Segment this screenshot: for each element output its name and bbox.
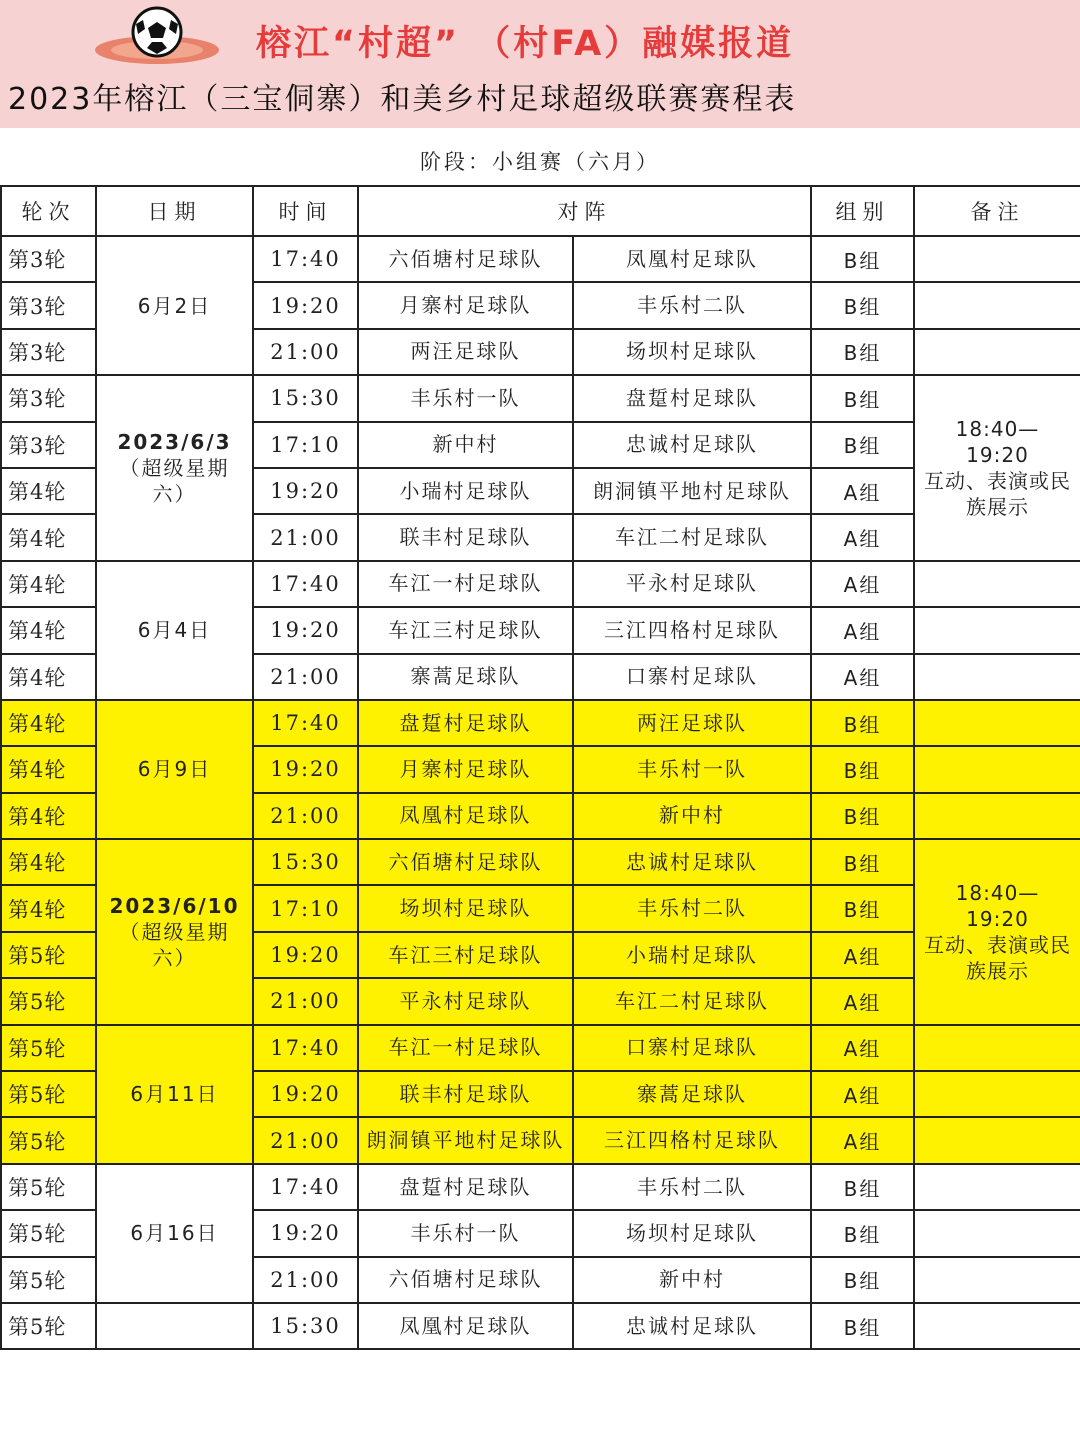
table-row [1, 561, 1080, 607]
time-cell: 15:30 [253, 1303, 358, 1349]
date-label: 6月9日 [137, 757, 212, 782]
home-team-cell: 凤凰村足球队 [358, 1303, 573, 1349]
table-row [1, 1164, 1080, 1210]
note-cell-empty [914, 1164, 1080, 1210]
table-row [1, 375, 1080, 421]
round-cell: 第5轮 [1, 1071, 96, 1117]
home-team-cell: 月寨村足球队 [358, 746, 573, 792]
schedule-table [0, 185, 1080, 1350]
home-team-cell: 车江一村足球队 [358, 561, 573, 607]
time-cell: 15:30 [253, 839, 358, 885]
group-cell: B组 [811, 885, 914, 931]
away-team-cell: 忠诚村足球队 [573, 422, 811, 468]
away-team-cell: 三江四格村足球队 [573, 1117, 811, 1163]
date-cell [96, 700, 253, 839]
table-row [1, 700, 1080, 746]
note-cell-empty [914, 1071, 1080, 1117]
home-team-cell: 场坝村足球队 [358, 885, 573, 931]
group-cell: B组 [811, 422, 914, 468]
home-team-cell: 盘踅村足球队 [358, 700, 573, 746]
date-label: 2023/6/10 [109, 893, 240, 918]
time-cell: 19:20 [253, 282, 358, 328]
group-cell: B组 [811, 839, 914, 885]
round-cell: 第3轮 [1, 375, 96, 421]
time-cell: 21:00 [253, 514, 358, 560]
time-cell: 19:20 [253, 932, 358, 978]
note-cell-empty [914, 1025, 1080, 1071]
away-team-cell: 忠诚村足球队 [573, 1303, 811, 1349]
round-cell: 第3轮 [1, 422, 96, 468]
group-cell: B组 [811, 1257, 914, 1303]
time-cell: 17:10 [253, 422, 358, 468]
group-cell: A组 [811, 1117, 914, 1163]
col-header-round: 轮次 [1, 186, 96, 236]
date-cell [96, 839, 253, 1025]
time-cell: 21:00 [253, 329, 358, 375]
home-team-cell: 新中村 [358, 422, 573, 468]
date-label: 6月11日 [130, 1082, 219, 1107]
time-cell: 21:00 [253, 978, 358, 1024]
away-team-cell: 口寨村足球队 [573, 654, 811, 700]
date-sublabel: （超级星期六） [119, 919, 230, 970]
note-cell-empty [914, 654, 1080, 700]
group-cell: B组 [811, 1303, 914, 1349]
home-team-cell: 联丰村足球队 [358, 1071, 573, 1117]
time-cell: 15:30 [253, 375, 358, 421]
group-cell: B组 [811, 1210, 914, 1256]
col-header-date: 日期 [96, 186, 253, 236]
time-cell: 21:00 [253, 793, 358, 839]
home-team-cell: 丰乐村一队 [358, 375, 573, 421]
date-sublabel: （超级星期六） [119, 455, 230, 506]
group-cell: A组 [811, 932, 914, 978]
home-team-cell: 朗洞镇平地村足球队 [358, 1117, 573, 1163]
time-cell: 17:40 [253, 561, 358, 607]
col-header-note: 备注 [914, 186, 1080, 236]
round-cell: 第5轮 [1, 1257, 96, 1303]
round-cell: 第4轮 [1, 654, 96, 700]
date-cell [96, 561, 253, 700]
home-team-cell: 平永村足球队 [358, 978, 573, 1024]
date-cell [96, 236, 253, 375]
group-cell: B组 [811, 793, 914, 839]
home-team-cell: 六佰塘村足球队 [358, 1257, 573, 1303]
page-title: 榕江“村超” （村FA）融媒报道 [256, 24, 795, 64]
note-cell-empty [914, 746, 1080, 792]
note-time: 18:40—19:20 [955, 416, 1040, 467]
time-cell: 17:40 [253, 700, 358, 746]
table-row [1, 236, 1080, 282]
table-row [1, 1025, 1080, 1071]
note-text: 互动、表演或民族展示 [924, 468, 1071, 519]
note-cell-empty [914, 607, 1080, 653]
table-header-row [1, 186, 1080, 236]
away-team-cell: 新中村 [573, 1257, 811, 1303]
away-team-cell: 车江二村足球队 [573, 514, 811, 560]
group-cell: B组 [811, 746, 914, 792]
home-team-cell: 凤凰村足球队 [358, 793, 573, 839]
col-header-match: 对阵 [358, 186, 811, 236]
away-team-cell: 朗洞镇平地村足球队 [573, 468, 811, 514]
home-team-cell: 六佰塘村足球队 [358, 839, 573, 885]
time-cell: 19:20 [253, 468, 358, 514]
round-cell: 第3轮 [1, 329, 96, 375]
group-cell: A组 [811, 654, 914, 700]
round-cell: 第4轮 [1, 839, 96, 885]
page-subtitle: 2023年榕江（三宝侗寨）和美乡村足球超级联赛赛程表 [8, 82, 797, 117]
round-cell: 第4轮 [1, 746, 96, 792]
time-cell: 19:20 [253, 746, 358, 792]
group-cell: A组 [811, 468, 914, 514]
group-cell: A组 [811, 1071, 914, 1117]
time-cell: 17:40 [253, 236, 358, 282]
note-time: 18:40—19:20 [955, 880, 1040, 931]
group-cell: B组 [811, 282, 914, 328]
group-cell: B组 [811, 700, 914, 746]
note-cell-empty [914, 1210, 1080, 1256]
round-cell: 第5轮 [1, 1117, 96, 1163]
round-cell: 第4轮 [1, 514, 96, 560]
round-cell: 第5轮 [1, 1210, 96, 1256]
away-team-cell: 新中村 [573, 793, 811, 839]
header-banner [0, 0, 1080, 128]
note-cell-empty [914, 700, 1080, 746]
away-team-cell: 口寨村足球队 [573, 1025, 811, 1071]
round-cell: 第4轮 [1, 885, 96, 931]
group-cell: B组 [811, 329, 914, 375]
note-cell-empty [914, 1303, 1080, 1349]
round-cell: 第5轮 [1, 1303, 96, 1349]
home-team-cell: 两汪足球队 [358, 329, 573, 375]
away-team-cell: 小瑞村足球队 [573, 932, 811, 978]
group-cell: B组 [811, 1164, 914, 1210]
group-cell: B组 [811, 375, 914, 421]
home-team-cell: 盘踅村足球队 [358, 1164, 573, 1210]
away-team-cell: 丰乐村二队 [573, 885, 811, 931]
table-row [1, 1303, 1080, 1349]
away-team-cell: 车江二村足球队 [573, 978, 811, 1024]
date-cell [96, 1303, 253, 1349]
note-cell [914, 375, 1080, 561]
date-label: 6月2日 [137, 293, 212, 318]
home-team-cell: 车江三村足球队 [358, 932, 573, 978]
away-team-cell: 三江四格村足球队 [573, 607, 811, 653]
round-cell: 第4轮 [1, 607, 96, 653]
home-team-cell: 小瑞村足球队 [358, 468, 573, 514]
home-team-cell: 寨蒿足球队 [358, 654, 573, 700]
away-team-cell: 两汪足球队 [573, 700, 811, 746]
away-team-cell: 凤凰村足球队 [573, 236, 811, 282]
away-team-cell: 丰乐村二队 [573, 1164, 811, 1210]
col-header-time: 时间 [253, 186, 358, 236]
note-cell-empty [914, 329, 1080, 375]
group-cell: A组 [811, 1025, 914, 1071]
time-cell: 21:00 [253, 1117, 358, 1163]
away-team-cell: 平永村足球队 [573, 561, 811, 607]
home-team-cell: 丰乐村一队 [358, 1210, 573, 1256]
col-header-group: 组别 [811, 186, 914, 236]
note-cell-empty [914, 236, 1080, 282]
time-cell: 17:40 [253, 1164, 358, 1210]
round-cell: 第3轮 [1, 236, 96, 282]
time-cell: 21:00 [253, 1257, 358, 1303]
group-cell: B组 [811, 236, 914, 282]
round-cell: 第5轮 [1, 978, 96, 1024]
time-cell: 19:20 [253, 607, 358, 653]
football-logo-icon [92, 6, 222, 66]
note-cell-empty [914, 793, 1080, 839]
away-team-cell: 场坝村足球队 [573, 329, 811, 375]
home-team-cell: 车江一村足球队 [358, 1025, 573, 1071]
group-cell: A组 [811, 978, 914, 1024]
time-cell: 19:20 [253, 1071, 358, 1117]
away-team-cell: 寨蒿足球队 [573, 1071, 811, 1117]
note-cell-empty [914, 1117, 1080, 1163]
time-cell: 17:10 [253, 885, 358, 931]
note-text: 互动、表演或民族展示 [924, 932, 1071, 983]
round-cell: 第5轮 [1, 932, 96, 978]
away-team-cell: 丰乐村一队 [573, 746, 811, 792]
date-label: 6月16日 [130, 1221, 219, 1246]
date-label: 2023/6/3 [117, 429, 232, 454]
date-cell [96, 1164, 253, 1303]
time-cell: 17:40 [253, 1025, 358, 1071]
time-cell: 19:20 [253, 1210, 358, 1256]
date-cell [96, 1025, 253, 1164]
home-team-cell: 车江三村足球队 [358, 607, 573, 653]
group-cell: A组 [811, 607, 914, 653]
home-team-cell: 六佰塘村足球队 [358, 236, 573, 282]
round-cell: 第3轮 [1, 282, 96, 328]
round-cell: 第4轮 [1, 468, 96, 514]
away-team-cell: 场坝村足球队 [573, 1210, 811, 1256]
home-team-cell: 联丰村足球队 [358, 514, 573, 560]
group-cell: A组 [811, 561, 914, 607]
home-team-cell: 月寨村足球队 [358, 282, 573, 328]
date-cell [96, 375, 253, 561]
away-team-cell: 忠诚村足球队 [573, 839, 811, 885]
round-cell: 第5轮 [1, 1025, 96, 1071]
away-team-cell: 盘踅村足球队 [573, 375, 811, 421]
note-cell-empty [914, 1257, 1080, 1303]
date-label: 6月4日 [137, 618, 212, 643]
schedule-body [1, 236, 1080, 1349]
table-row [1, 839, 1080, 885]
away-team-cell: 丰乐村二队 [573, 282, 811, 328]
note-cell-empty [914, 282, 1080, 328]
round-cell: 第4轮 [1, 561, 96, 607]
round-cell: 第4轮 [1, 793, 96, 839]
time-cell: 21:00 [253, 654, 358, 700]
group-cell: A组 [811, 514, 914, 560]
stage-label: 阶段：小组赛（六月） [420, 150, 660, 174]
round-cell: 第4轮 [1, 700, 96, 746]
note-cell-empty [914, 561, 1080, 607]
note-cell [914, 839, 1080, 1025]
round-cell: 第5轮 [1, 1164, 96, 1210]
